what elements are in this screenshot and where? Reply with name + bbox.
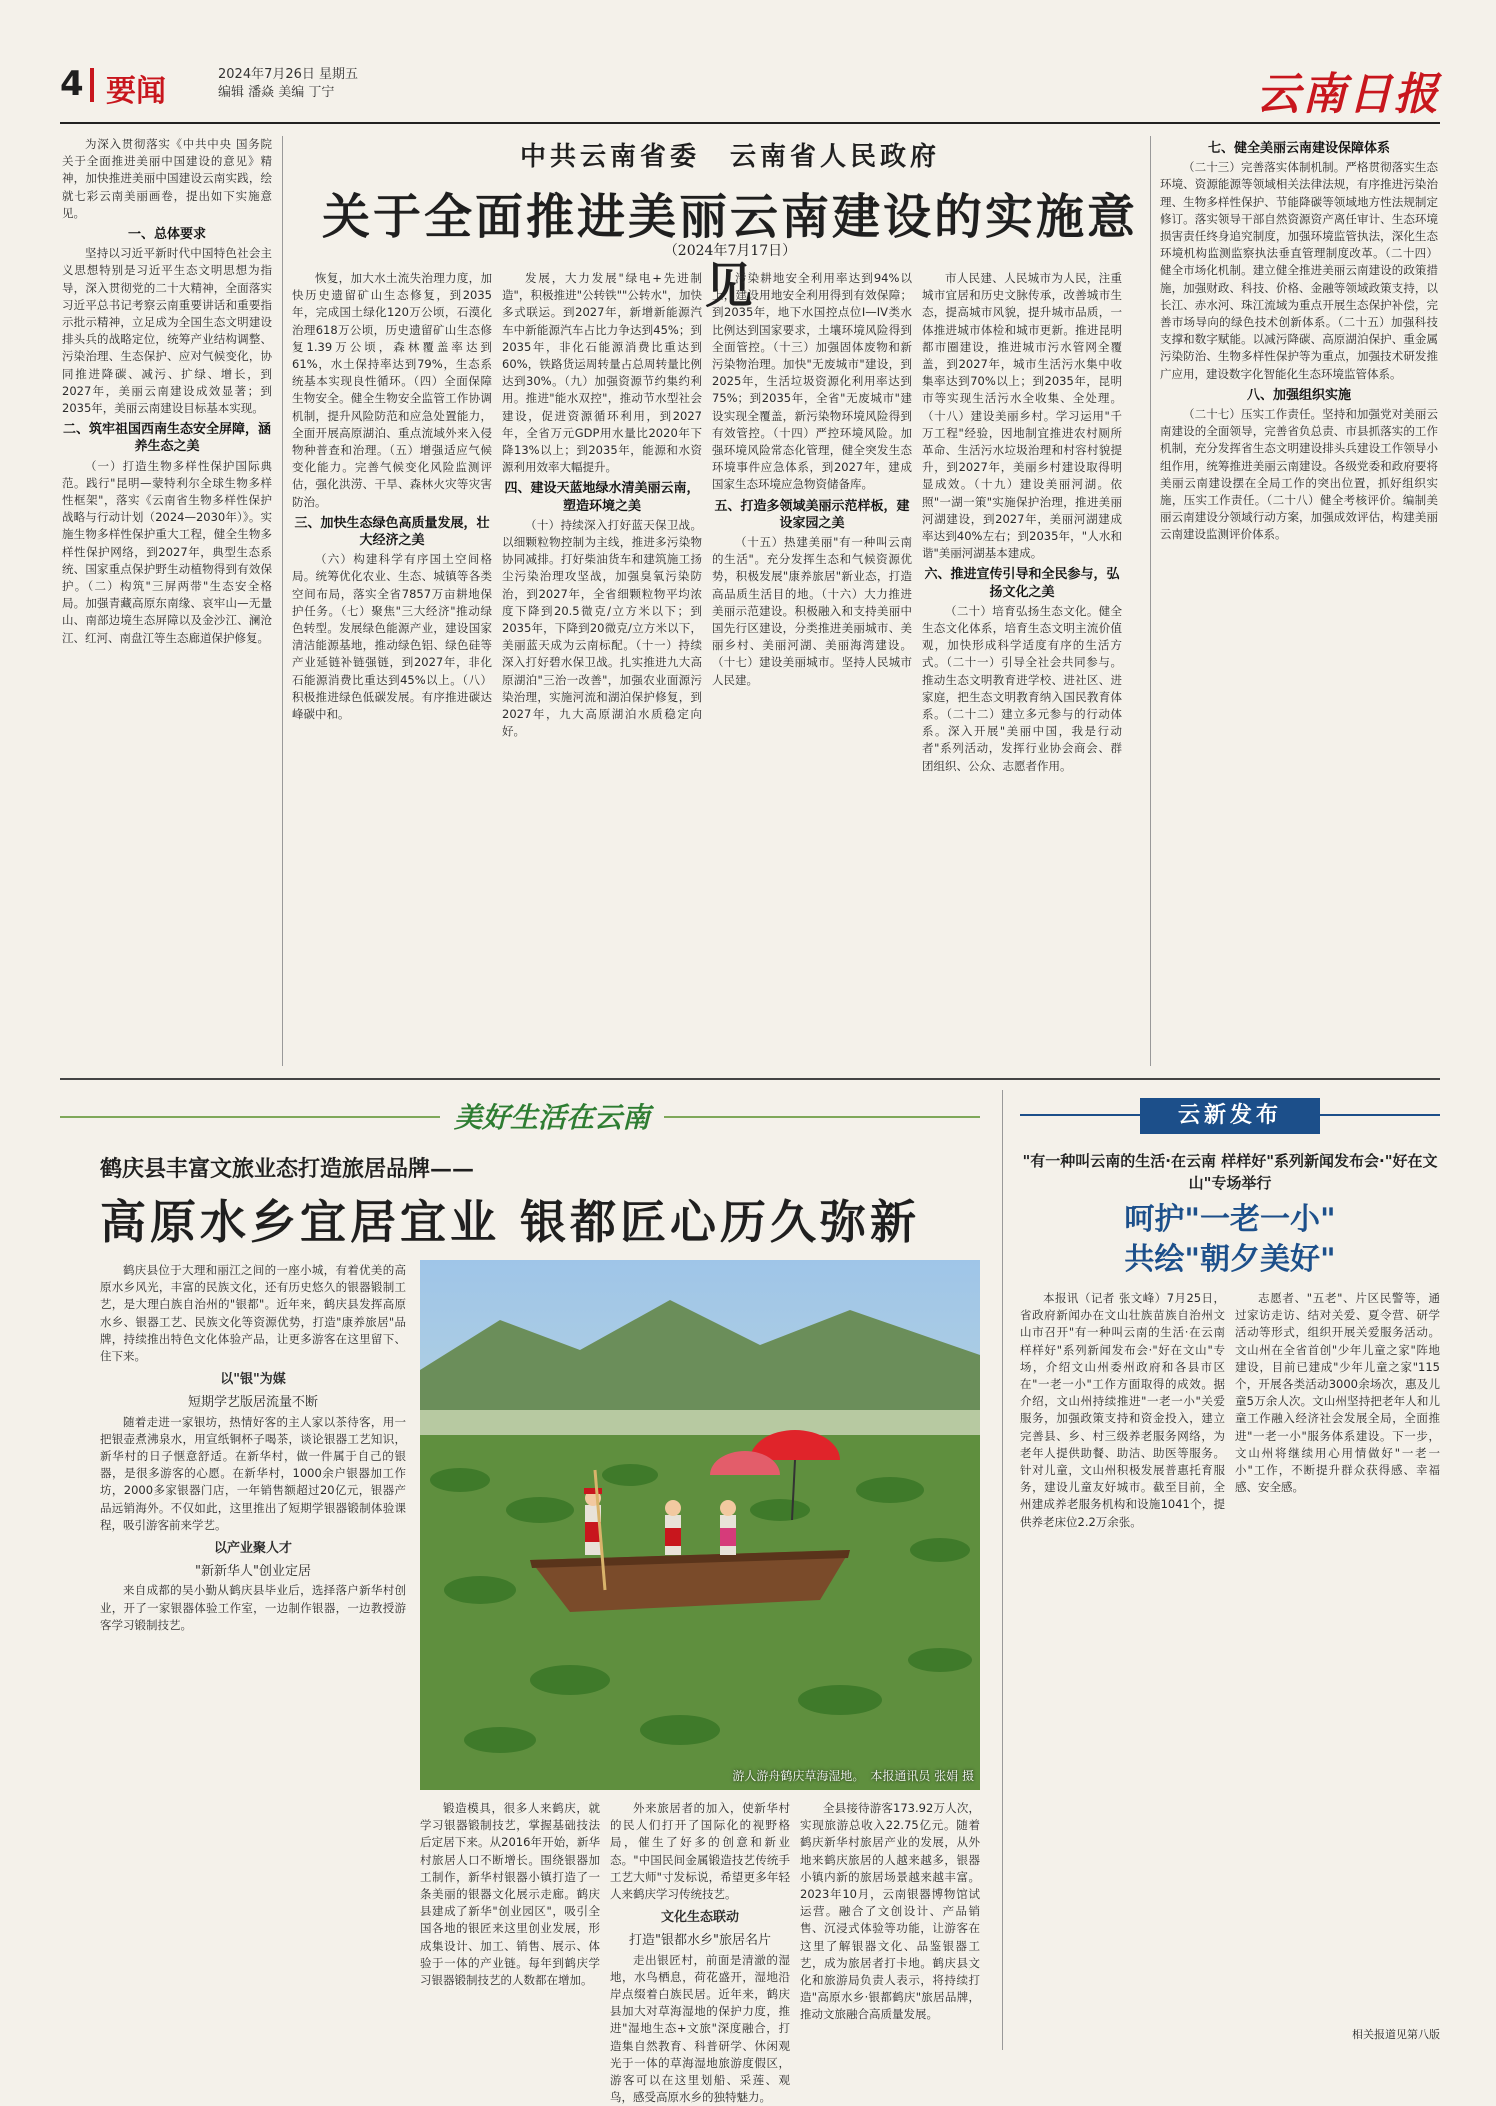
paragraph: 外来旅居者的加入，使新华村的民人们打开了国际化的视野格局，催生了好多的创意和新业态。"中国民间金属锻造技艺传统手工艺大师"寸发标说，希望更多年轻人来鹤庆学习传统技艺。 (610, 1801, 790, 1902)
article-headline: 关于全面推进美丽云南建设的实施意见 (321, 189, 1138, 314)
story-subhead: 以产业聚人才 (213, 1541, 292, 1557)
issue-date: 2024年7月26日 星期五 (218, 67, 359, 82)
paragraph: 随着走进一家银坊，热情好客的主人家以茶待客，用一把银壶煮沸泉水，用宣纸铜杯子喝茶，谈论银器工艺知识，新华村的日子惬意舒适。在新华村，做一件属于自己的银器，是很多游客的心愿。在新华村，1000余户银器加工作坊，2000多家银器门店，一年销售额超过20亿元，银器产品远销海外。不仅如此，这里推出了短期学银器锻制体验课程，吸引游客前来学艺。 (100, 1414, 406, 1532)
editor-credits: 编辑 潘焱 美编 丁宁 (218, 85, 335, 100)
story-subhead: 文化生态联动 (660, 1910, 739, 1926)
article-column-1 (62, 136, 272, 1066)
story-column-3 (610, 1800, 790, 2105)
section-heading-lead: 八、加强组织实施 (1246, 387, 1351, 403)
paragraph: 污染耕地安全利用率达到94%以上，建设用地安全利用得到有效保障；到2035年，地下水国控点位I—IV类水比例达到国家要求，土壤环境风险得到全面管控。（十三）加强固体废物和新污染物治理。加快"无废城市"建设，到2025年，生活垃圾资源化利用率达到75%；到2035年，全省"无废城市"建设实现全覆盖，新污染物环境风险得到有效管控。（十四）严控环境风险。加强环境风险常态化管理，健全突发生态环境事件应急体系，到2027年，建成国家生态环境应急物资储备库。 (712, 271, 912, 492)
article-date: （2024年7月17日） (663, 243, 797, 259)
section-name: 要闻 (106, 74, 166, 109)
release-column-1 (1020, 1290, 1225, 2040)
paragraph: 坚持以习近平新时代中国特色社会主义思想特别是习近平生态文明思想为指导，深入贯彻党的二十大精神，全面落实习近平总书记考察云南重要讲话和重要指示批示精神，立足成为全国生态文明建设排头兵的战略定位，统筹产业结构调整、污染治理、生态保护、应对气候变化，协同推进降碳、减污、扩绿、增长，到2027年，美丽云南建设成效显著；到2035年，美丽云南建设目标基本实现。 (62, 246, 272, 416)
story-subhead: 以"银"为媒 (220, 1372, 286, 1388)
life-banner (60, 1092, 980, 1142)
paragraph: （一）打造生物多样性保护国际典范。践行"昆明—蒙特利尔全球生物多样性框架"，落实《云南省生物多样性保护战略与行动计划（2024—2030年）》。实施生物多样性保护重大工程，健全生物多样性保护网络，到2027年，典型生态系统、国家重点保护野生动植物得到有效保护。（二）构筑"三屏两带"生态安全格局。加强青藏高原东南缘、哀牢山—无量山、南部边境生态屏障以及金沙江、澜沧江、红河、南盘江等生态廊道保护修复。 (62, 458, 272, 645)
paragraph: 志愿者、"五老"、片区民警等，通过家访走访、结对关爱、夏令营、研学活动等形式，组织开展关爱服务活动。文山州在全省首创"少年儿童之家"阵地建设，目前已建成"少年儿童之家"115个，开展各类活动3000余场次，惠及儿童5万余人次。文山州坚持把老年人和儿童工作融入经济社会发展全局，全面推进"一老一小"服务体系建设。下一步，文山州将继续用心用情做好"一老一小"工作，不断提升群众获得感、幸福感、安全感。 (1235, 1291, 1440, 1495)
article-column-4 (712, 270, 912, 1066)
section-heading-guarantee: 七、健全美丽云南建设保障体系 (1207, 141, 1390, 156)
story-subhead-secondary: "新新华人"创业定居 (195, 1564, 311, 1580)
paragraph: 锻造模具，很多人来鹤庆，就学习银器锻制技艺，掌握基础技法后定居下来。从2016年开始，新华村旅居人口不断增长。围绕银器加工制作，新华村银器小镇打造了一条美丽的银器文化展示走廊。鹤庆县建成了新华"创业园区"，吸引全国各地的银匠来这里创业发展，形成集设计、加工、销售、展示、体验于一体的产业链。每年到鹤庆学习银器锻制技艺的人数都在增加。 (420, 1801, 600, 1988)
story-headline: 高原水乡宜居宜业 银都匠心历久弥新 (100, 1195, 921, 1249)
release-banner (1020, 1098, 1440, 1134)
banner-title: 美好生活在云南 (440, 1096, 664, 1136)
page-number: 4 (60, 64, 84, 104)
story-column-4 (800, 1800, 980, 2050)
paragraph: （十）持续深入打好蓝天保卫战。以细颗粒物控制为主线，推进多污染物协同减排。打好柴油货车和建筑施工扬尘污染治理攻坚战，加强臭氧污染防治，到2027年，全省细颗粒物平均浓度下降到20.5微克/立方米以下；到2035年，下降到20微克/立方米以下，美丽蓝天成为云南标配。（十一）持续深入打好碧水保卫战。扎实推进九大高原湖泊"三治一改善"，加强农业面源污染治理，实施河流和湖泊保护修复，到2027年，九大高原湖泊水质稳定向好。 (502, 517, 702, 739)
column-divider (1150, 136, 1151, 1066)
paragraph: 走出银匠村，前面是清澈的湿地，水鸟栖息，荷花盛开，湿地沿岸点缀着白族民居。近年来，鹤庆县加大对草海湿地的保护力度，推进"湿地生态+文旅"深度融合，打造集自然教育、科普研学、休闲观光于一体的草海湿地旅游度假区，游客可以在这里划船、采莲、观鸟，感受高原水乡的独特魅力。 (610, 1952, 790, 2105)
newspaper-logo: 云南日报 (1256, 69, 1440, 120)
column-divider (282, 136, 283, 1066)
masthead (60, 58, 1440, 118)
paragraph: 本报讯（记者 张文峰）7月25日，省政府新闻办在文山壮族苗族自治州文山市召开"有一种叫云南的生活·在云南 样样好"系列新闻发布会·"好在文山"专场，介绍文山州委州政府和各县市区在"一老一小"工作方面取得的成效。据介绍，文山州持续推进"一老一小"关爱服务，加强政策支持和资金投入，建立完善县、乡、村三级养老服务网络，为老年人提供助餐、助洁、助医等服务。针对儿童，文山州积极发展普惠托育服务，建设儿童友好城市。截至目前，全州建成养老服务机构和设施1041个，提供养老床位2.2万余张。 (1020, 1291, 1225, 1529)
release-kicker: "有一种叫云南的生活·在云南 样样好"系列新闻发布会·"好在文山"专场举行 (1022, 1152, 1438, 1192)
paragraph: 来自成都的吴小勤从鹤庆县毕业后，选择落户新华村创业，开了一家银器体验工作室，一边制作银器，一边教授游客学习锻制技艺。 (100, 1583, 406, 1632)
photo-illustration (420, 1260, 980, 1790)
paragraph: （十五）热建美丽"有一种叫云南的生活"。充分发挥生态和气候资源优势，积极发展"康养旅居"新业态，打造高品质生活目的地。（十六）大力推进美丽示范建设。积极融入和支持美丽中国先行区建设，分类推进美丽城市、美丽乡村、美丽河湖、美丽海湾建设。（十七）建设美丽城市。坚持人民城市人民建。 (712, 535, 912, 687)
paragraph: 鹤庆县位于大理和丽江之间的一座小城，有着优美的高原水乡风光，丰富的民族文化，还有历史悠久的银器锻制工艺，是大理白族自治州的"银都"。近年来，鹤庆县发挥高原水乡、银器工艺、民族文化等资源优势，打造"康养旅居"品牌，持续推出特色文化体验产品，让更多游客在这里留下、住下来。 (100, 1263, 406, 1364)
release-tag: 云新发布 (1140, 1098, 1320, 1134)
release-headline-line-1: 呵护"一老一小" (1124, 1202, 1336, 1237)
article-kicker: 中共云南省委 云南省人民政府 (519, 142, 940, 172)
paragraph: （六）构建科学有序国土空间格局。统筹优化农业、生态、城镇等各类空间布局，落实全省7857万亩耕地保护任务。（七）聚焦"三大经济"推动绿色转型。发展绿色能源产业，建设国家清洁能源基地，推动绿色铝、绿色硅等产业延链补链强链，到2027年，非化石能源消费比重达到45%以上。（八）积极推进绿色低碳发展。有序推进碳达峰碳中和。 (292, 552, 492, 722)
story-photo (420, 1260, 980, 1790)
paragraph: 市人民建、人民城市为人民，注重城市宜居和历史文脉传承，改善城市生态，提高城市风貌，提升城市品质，一体推进城市体检和城市更新。推进昆明都市圈建设，推进城市污水管网全覆盖，到2027年，城市生活污水集中收集率达到70%以上；到2035年，昆明市等实现生活污水全收集、全处理。（十八）建设美丽乡村。学习运用"千万工程"经验，因地制宜推进农村厕所革命、生活污水垃圾治理和村容村貌提升，到2027年，美丽乡村建设取得明显成效。（十九）建设美丽河湖。依照"一湖一策"实施保护治理，推进美丽河湖建设，到2027年，美丽河湖建成率达到40%左右；到2035年，"人水和谐"美丽河湖基本建成。 (922, 271, 1122, 561)
masthead-meta (218, 66, 358, 102)
story-subhead-secondary: 打造"银都水乡"旅居名片 (629, 1933, 771, 1949)
article-column-2 (292, 270, 492, 1066)
paragraph: （二十七）压实工作责任。坚持和加强党对美丽云南建设的全面领导，完善省负总责、市县抓落实的工作机制，充分发挥省生态文明建设排头兵建设工作领导小组作用，统筹推进美丽云南建设。各级党委和政府要将美丽云南建设摆在全局工作的突出位置，抓好组织实施，压实工作责任。（二十八）健全考核评价。编制美丽云南建设分领域行动方案，加强成效评估，构建美丽云南建设监测评价体系。 (1160, 407, 1438, 542)
story-column-1 (100, 1262, 406, 2042)
paragraph: 恢复，加大水土流失治理力度，加快历史遗留矿山生态修复，到2035年，完成国土绿化120万公顷，石漠化治理618万公顷，历史遗留矿山生态修复1.39万公顷，森林覆盖率达到61%，水土保持率达到79%，生态系统基本实现良性循环。（四）全面保障生物安全。健全生物安全监管工作协调机制，提升风险防范和应急处置能力，全面开展高原湖泊、重点流域外来入侵物种普查和治理。（五）增强适应气候变化能力。完善气候变化风险监测评估，强化洪涝、干旱、森林火灾等灾害防治。 (292, 271, 492, 509)
related-link-note: 相关报道见第八版 (1352, 2028, 1440, 2041)
paragraph: （二十）培育弘扬生态文化。健全生态文化体系，培育生态文明主流价值观，加快形成科学适度有序的生活方式。（二十一）引导全社会共同参与。推动生态文明教育进学校、进社区、进家庭，把生态文明教育纳入国民教育体系。（二十二）建立多元参与的行动体系。深入开展"美丽中国，我是行动者"系列活动，发挥行业协会商会、群团组织、公众、志愿者作用。 (922, 603, 1122, 773)
masthead-divider (90, 68, 94, 102)
section-heading-culture: 六、推进宣传引导和全民参与，弘扬文化之美 (924, 567, 1120, 600)
story-kicker: 鹤庆县丰富文旅业态打造旅居品牌—— (100, 1156, 475, 1182)
section-rule (60, 1078, 1440, 1080)
photo-caption: 游人游舟鹤庆草海湿地。 本报通讯员 张娟 摄 (732, 1769, 974, 1783)
release-headline (1020, 1200, 1440, 1280)
column-divider (1002, 1090, 1003, 2050)
section-heading-green: 三、加快生态绿色高质量发展，壮大经济之美 (294, 515, 490, 549)
release-headline-line-2: 共绘"朝夕美好" (1124, 1242, 1336, 1277)
paragraph: 发展，大力发展"绿电+先进制造"，积极推进"公转铁""公转水"，加快多式联运。到2027年，新增新能源汽车中新能源汽车占比力争达到45%；到2035年，非化石能源消费比重达到60%，铁路货运周转量占总周转量比例达到30%。（九）加强资源节约集约利用。推进"能水双控"，推动节水型社会建设，促进资源循环利用，到2027年，全省万元GDP用水量比2020年下降13%以上；到2035年，能源和水资源利用效率大幅提升。 (502, 271, 702, 475)
paragraph: （二十三）完善落实体制机制。严格贯彻落实生态环境、资源能源等领域相关法律法规，有序推进污染治理、生物多样性保护、节能降碳等领域地方性法规制定修订。落实领导干部自然资源资产离任审计、生态环境损害责任终身追究制度，加强环境监管执法，深化生态环境机构监测监察执法垂直管理制度改革。（二十四）健全市场化机制。建立健全推进美丽云南建设的政策措施，加强财政、科技、价格、金融等领域政策支持，以长江、赤水河、珠江流域为重点开展生态保护补偿，完善市场导向的绿色技术创新体系。（二十五）加强科技支撑和数字赋能。以减污降碳、高原湖泊保护、重金属污染防治、生物多样性保护等为重点，加强技术研发推广应用，建设数字化智能化生态环境监管体系。 (1160, 160, 1438, 381)
section-heading-sky: 四、建设天蓝地绿水清美丽云南，塑造环境之美 (504, 481, 700, 514)
story-column-2 (420, 1800, 600, 2050)
release-column-2 (1235, 1290, 1440, 2020)
intro-paragraph: 为深入贯彻落实《中共中央 国务院关于全面推进美丽中国建设的意见》精神，加快推进美丽中国建设云南实践，绘就七彩云南美丽画卷，提出如下实施意见。 (62, 137, 272, 220)
article-column-3 (502, 270, 702, 1066)
article-column-6 (1160, 136, 1438, 1066)
paragraph: 全县接待游客173.92万人次，实现旅游总收入22.75亿元。随着鹤庆新华村旅居产业的发展，从外地来鹤庆旅居的人越来越多，银器小镇内新的旅居场景越来越丰富。2023年10月，云南银器博物馆试运营。融合了文创设计、产品销售、沉浸式体验等功能，让游客在这里了解银器文化、品鉴银器工艺，成为旅居者打卡地。鹤庆县文化和旅游局负责人表示，将持续打造"高原水乡·银都鹤庆"旅居品牌，推动文旅融合高质量发展。 (800, 1801, 980, 2022)
story-subhead-secondary: 短期学艺版居流量不断 (187, 1395, 318, 1411)
section-heading-general: 一、总体要求 (127, 227, 206, 243)
masthead-rule (60, 122, 1440, 124)
article-column-5 (922, 270, 1122, 1066)
section-heading-barrier: 二、筑牢祖国西南生态安全屏障，涵养生态之美 (62, 422, 271, 455)
section-heading-model: 五、打造多领域美丽示范样板，建设家园之美 (714, 498, 910, 531)
